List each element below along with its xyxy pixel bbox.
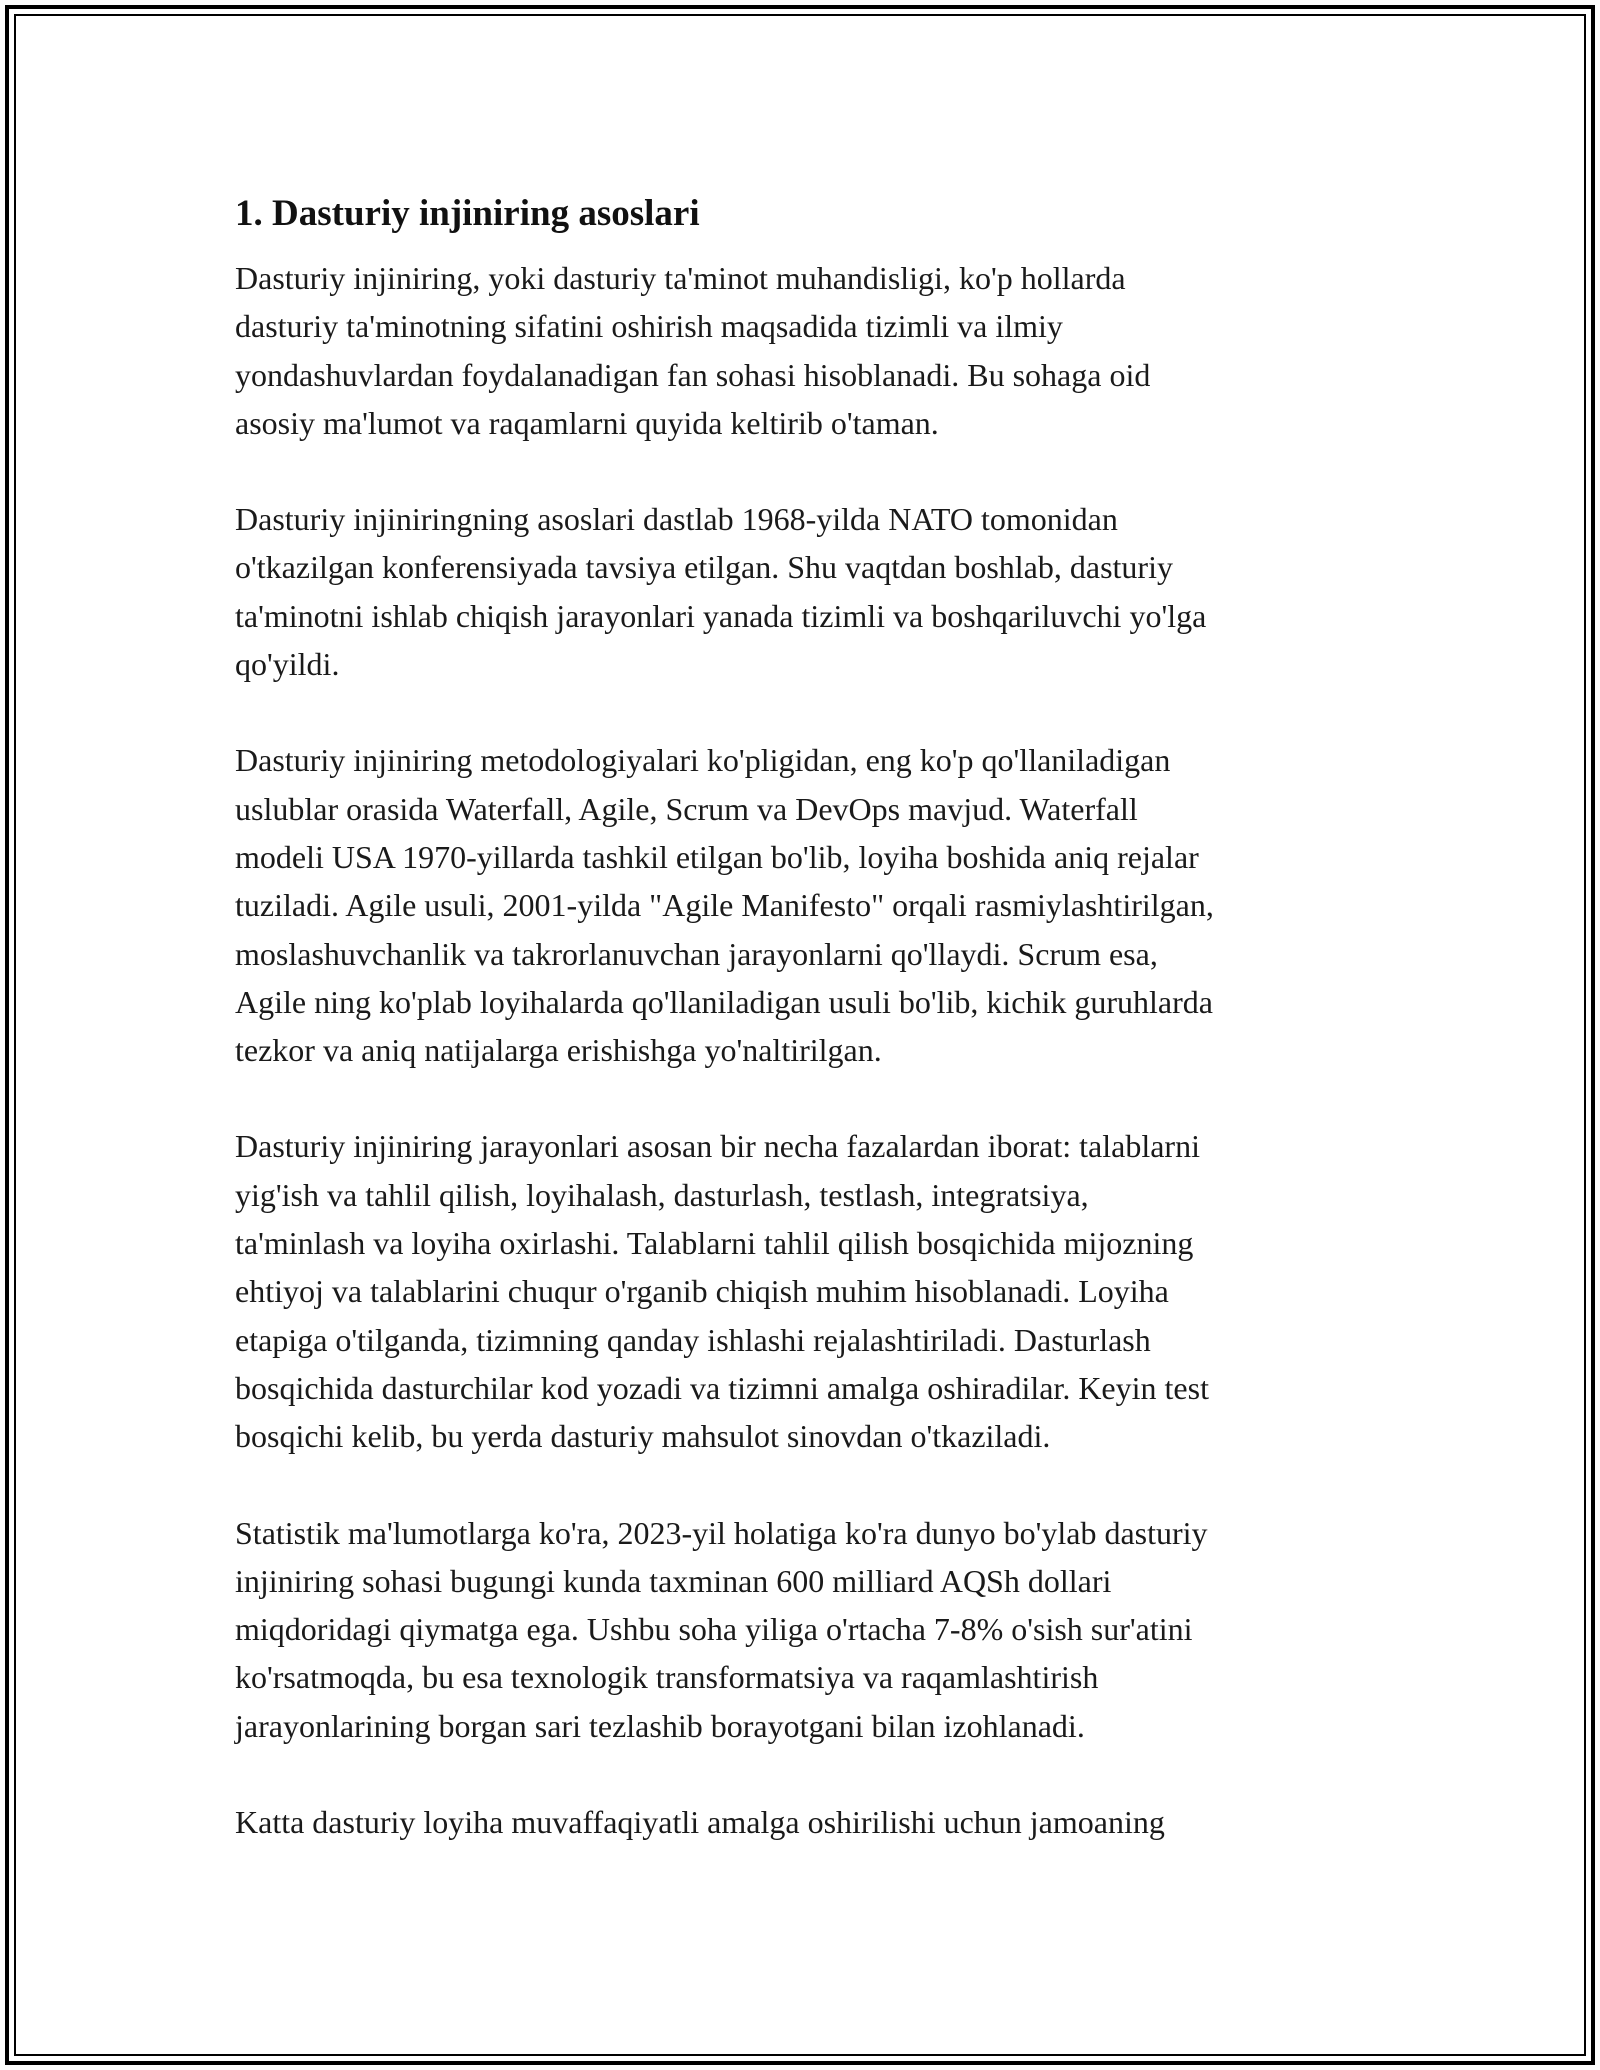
paragraph-line: Agile ning ko'plab loyihalarda qo'llaniladigan usuli bo'lib, kichik guruhlarda: [235, 983, 1213, 1020]
paragraph-line: bosqichi kelib, bu yerda dasturiy mahsulot sinovdan o'tkaziladi.: [235, 1418, 1051, 1455]
paragraph-line: dasturiy ta'minotning sifatini oshirish maqsadida tizimli va ilmiy: [235, 308, 1063, 345]
paragraph-line: yig'ish va tahlil qilish, loyihalash, dasturlash, testlash, integratsiya,: [235, 1176, 1089, 1213]
paragraph-line: jarayonlarining borgan sari tezlashib borayotgani bilan izohlanadi.: [235, 1707, 1085, 1744]
paragraph: [235, 254, 1375, 447]
paragraph-line: ta'minlash va loyiha oxirlashi. Talablarni tahlil qilish bosqichida mijozning: [235, 1225, 1194, 1262]
paragraph-line: injiniring sohasi bugungi kunda taxminan 600 milliard AQSh dollari: [235, 1562, 1112, 1599]
paragraph: [235, 1798, 1375, 1846]
paragraph-line: ko'rsatmoqda, bu esa texnologik transformatsiya va raqamlashtirish: [235, 1659, 1099, 1696]
paragraph-line: asosiy ma'lumot va raqamlarni quyida keltirib o'taman.: [235, 404, 939, 441]
paragraph-line: Dasturiy injiniring metodologiyalari ko'pligidan, eng ko'p qo'llaniladigan: [235, 742, 1171, 779]
paragraph: [235, 1509, 1375, 1750]
paragraph-line: bosqichida dasturchilar kod yozadi va tizimni amalga oshiradilar. Keyin test: [235, 1369, 1209, 1406]
paragraph: [235, 495, 1375, 688]
paragraph-line: Dasturiy injiniring, yoki dasturiy ta'minot muhandisligi, ko'p hollarda: [235, 260, 1126, 296]
paragraph-line: ehtiyoj va talablarini chuqur o'rganib chiqish muhim hisoblanadi. Loyiha: [235, 1273, 1169, 1310]
paragraph-line: uslublar orasida Waterfall, Agile, Scrum va DevOps mavjud. Waterfall: [235, 790, 1138, 827]
paragraph-line: Katta dasturiy loyiha muvaffaqiyatli amalga oshirilishi uchun jamoaning: [235, 1804, 1165, 1841]
paragraph-line: Dasturiy injiniring jarayonlari asosan bir necha fazalardan iborat: talablarni: [235, 1128, 1200, 1165]
paragraph-line: yondashuvlardan foydalanadigan fan sohasi hisoblanadi. Bu sohaga oid: [235, 356, 1151, 393]
paragraph-list: [235, 254, 1375, 1846]
paragraph-line: tezkor va aniq natijalarga erishishga yo'naltirilgan.: [235, 1032, 882, 1069]
paragraph-line: Dasturiy injiniringning asoslari dastlab 1968-yilda NATO tomonidan: [235, 501, 1118, 538]
paragraph-line: miqdoridagi qiymatga ega. Ushbu soha yiliga o'rtacha 7-8% o'sish sur'atini: [235, 1611, 1193, 1648]
section-heading: 1. Dasturiy injiniring asoslari: [235, 193, 700, 234]
paragraph-line: Statistik ma'lumotlarga ko'ra, 2023-yil holatiga ko'ra dunyo bo'ylab dasturiy: [235, 1514, 1208, 1551]
paragraph-line: etapiga o'tilganda, tizimning qanday ishlashi rejalashtiriladi. Dasturlash: [235, 1321, 1151, 1358]
paragraph-line: modeli USA 1970-yillarda tashkil etilgan bo'lib, loyiha boshida aniq rejalar: [235, 838, 1199, 875]
paragraph-line: qo'yildi.: [235, 646, 340, 683]
paragraph: [235, 736, 1375, 1074]
paragraph-line: moslashuvchanlik va takrorlanuvchan jarayonlarni qo'llaydi. Scrum esa,: [235, 935, 1158, 972]
paragraph-line: tuziladi. Agile usuli, 2001-yilda "Agile Manifesto" orqali rasmiylashtirilgan,: [235, 887, 1214, 924]
paragraph-line: o'tkazilgan konferensiyada tavsiya etilgan. Shu vaqtdan boshlab, dasturiy: [235, 549, 1173, 586]
paragraph: [235, 1122, 1375, 1460]
paragraph-line: ta'minotni ishlab chiqish jarayonlari yanada tizimli va boshqariluvchi yo'lga: [235, 597, 1207, 634]
document-body: [235, 188, 1375, 1894]
